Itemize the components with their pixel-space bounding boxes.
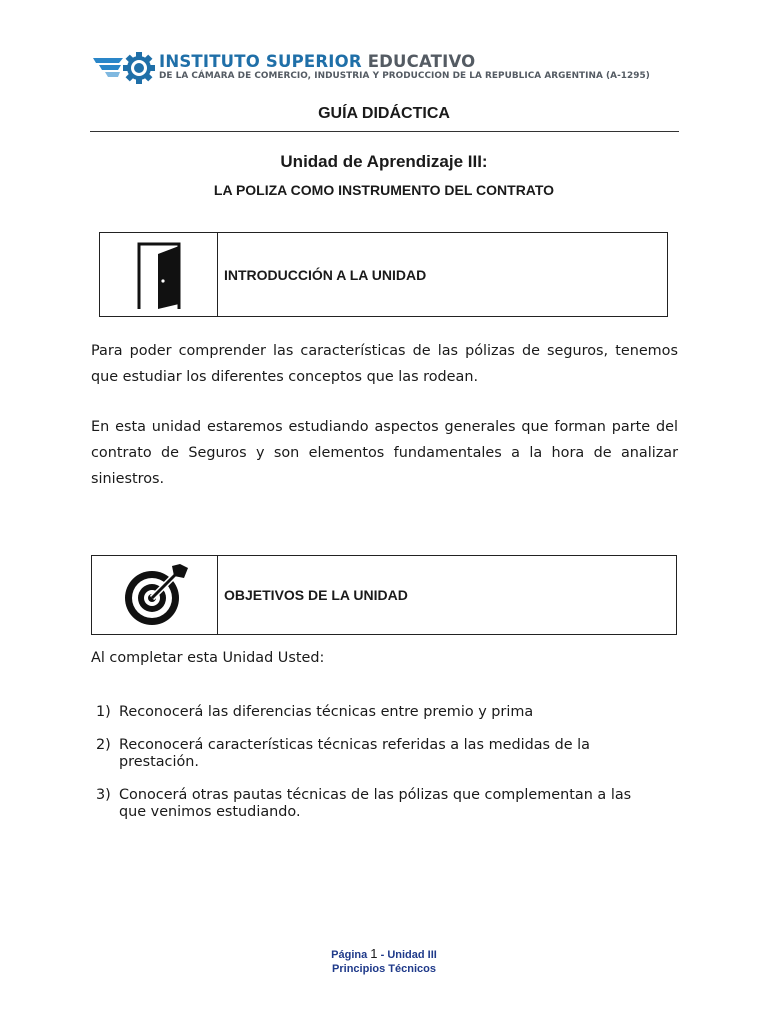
list-item: 3) Conocerá otras pautas técnicas de las pólizas que complementan a las que venimos estudiando. (96, 787, 632, 820)
objectives-list (96, 704, 656, 837)
institute-logo (93, 52, 683, 86)
page-footer (0, 947, 768, 976)
door-icon (100, 233, 218, 316)
list-item: 2) Reconocerá características técnicas referidas a las medidas de la prestación. (96, 737, 590, 770)
header-divider (90, 131, 679, 132)
objectives-icon-cell (92, 556, 218, 634)
footer-course: Principios Técnicos (332, 963, 436, 975)
gear-logo-icon (93, 52, 155, 86)
guide-title: GUÍA DIDÁCTICA (318, 105, 450, 122)
intro-icon-cell (100, 233, 218, 316)
institute-name: INSTITUTO SUPERIOR EDUCATIVO (159, 52, 476, 71)
objectives-section-header (91, 555, 677, 635)
unit-subtitle: LA POLIZA COMO INSTRUMENTO DEL CONTRATO (213, 182, 555, 198)
objectives-lead: Al completar esta Unidad Usted: (91, 650, 325, 666)
page-number: 1 (370, 946, 378, 961)
intro-paragraph-1: Para poder comprender las características de las pólizas de seguros, tenemos que estudiar los diferentes conceptos que las rodean. (91, 343, 678, 385)
intro-paragraph-2: En esta unidad estaremos estudiando aspectos generales que forman parte del contrato de Seguros y son elementos fundamentales a la hora de analizar siniestros. (91, 419, 678, 487)
footer-page-line: Página 1 - Unidad III (331, 946, 437, 961)
objectives-section-label: OBJETIVOS DE LA UNIDAD (224, 587, 408, 603)
intro-section-label: INTRODUCCIÓN A LA UNIDAD (224, 266, 427, 283)
intro-section-header (99, 232, 668, 317)
target-icon (92, 556, 218, 634)
unit-title: Unidad de Aprendizaje III: (280, 152, 488, 171)
institute-subtitle: DE LA CÁMARA DE COMERCIO, INDUSTRIA Y PRODUCCION DE LA REPUBLICA ARGENTINA (A-1295) (159, 71, 650, 81)
list-item: 1) Reconocerá las diferencias técnicas entre premio y prima (96, 704, 534, 720)
